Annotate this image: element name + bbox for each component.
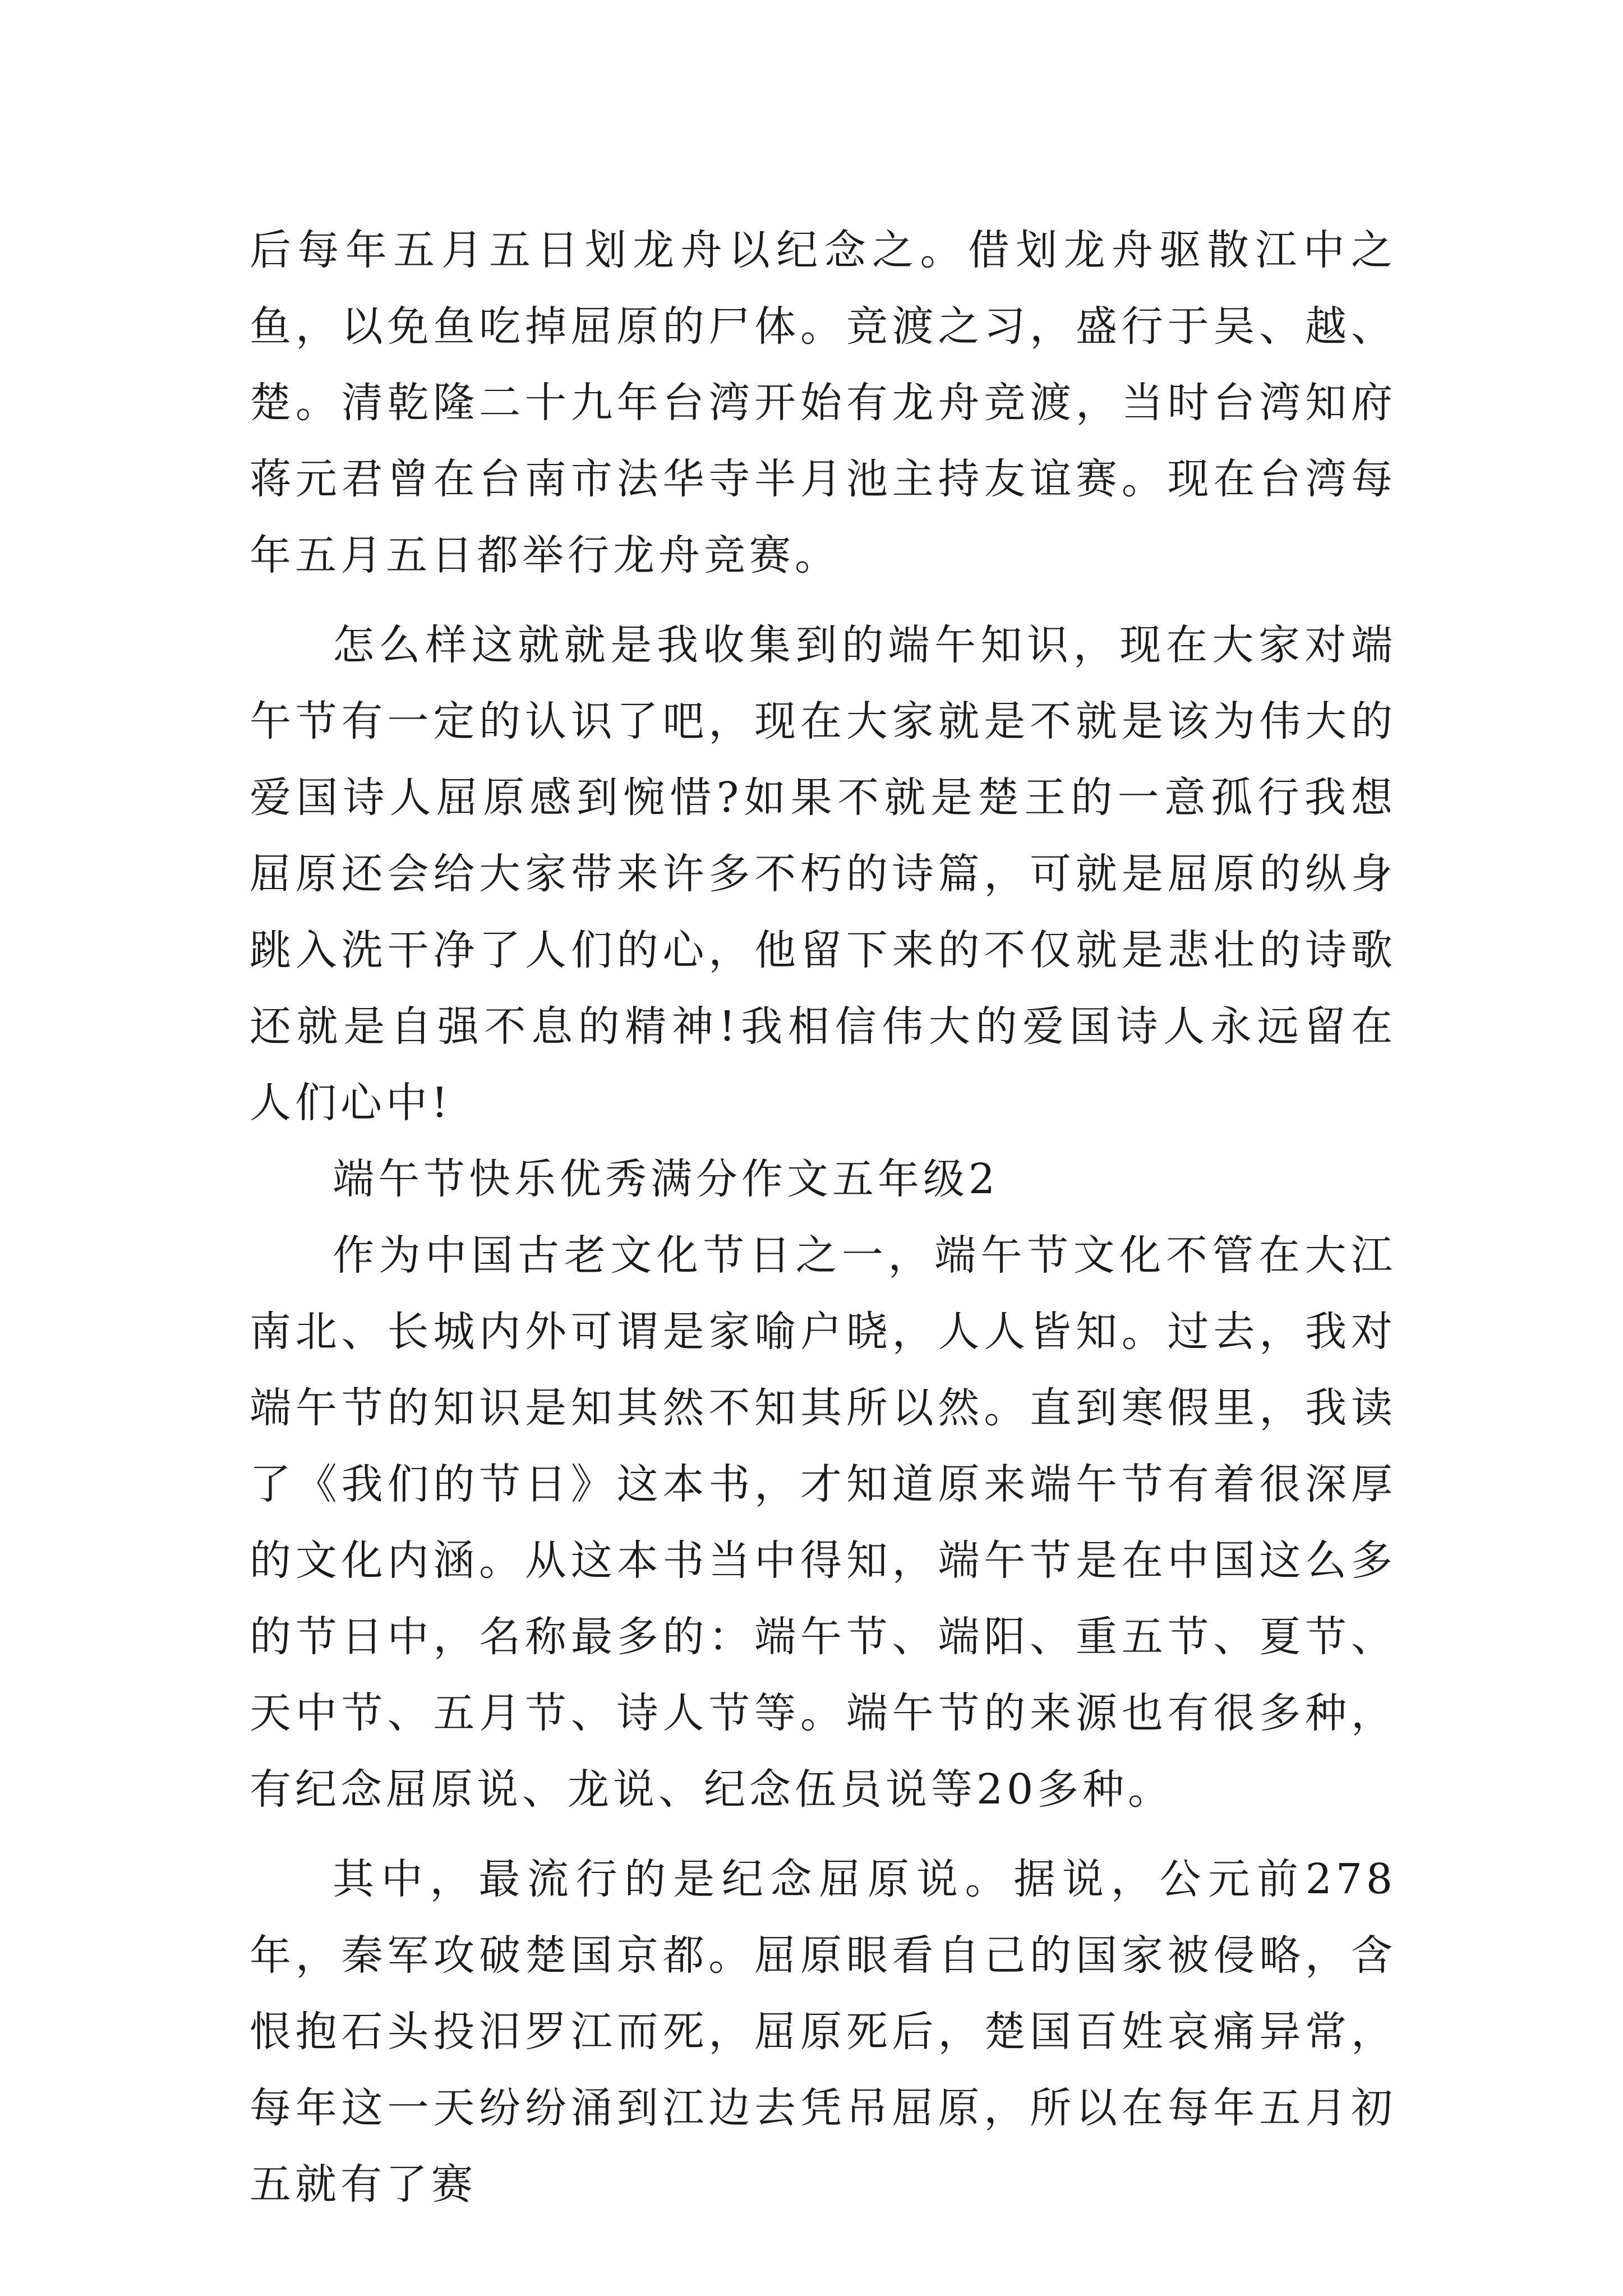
paragraph-summary: 怎么样这就就是我收集到的端午知识，现在大家对端午节有一定的认识了吧，现在大家就是不就是该为伟大的爱国诗人屈原感到惋惜?如果不就是楚王的一意孤行我想屈原还会给大家带来许多不朽的诗篇，可就是屈原的纵身跳入洗干净了人们的心，他留下来的不仅就是悲壮的诗歌还就是自强不息的精神!我相信伟大的爱国诗人永远留在人们心中! xyxy=(250,621,1396,1127)
paragraph-intro: 作为中国古老文化节日之一，端午节文化不管在大江南北、长城内外可谓是家喻户晓，人人皆知。过去，我对端午节的知识是知其然不知其所以然。直到寒假里，我读了《我们的节日》这本书，才知道原来端午节有着很深厚的文化内涵。从这本书当中得知，端午节是在中国这么多的节日中，名称最多的：端午节、端阳、重五节、夏节、天中节、五月节、诗人节等。端午节的来源也有很多种，有纪念屈原说、龙说、纪念伍员说等20多种。 xyxy=(250,1231,1396,1814)
paragraph-continuation: 后每年五月五日划龙舟以纪念之。借划龙舟驱散江中之鱼，以免鱼吃掉屈原的尸体。竞渡之习，盛行于吴、越、楚。清乾隆二十九年台湾开始有龙舟竞渡，当时台湾知府蒋元君曾在台南市法华寺半月池主持友谊赛。现在台湾每年五月五日都举行龙舟竞赛。 xyxy=(250,226,1396,579)
document-body xyxy=(250,212,1396,2223)
paragraph-origin: 其中，最流行的是纪念屈原说。据说，公元前278年，秦军攻破楚国京都。屈原眼看自己的国家被侵略，含恨抱石头投汨罗江而死，屈原死后，楚国百姓哀痛异常，每年这一天纷纷涌到江边去凭吊屈原，所以在每年五月初五就有了赛 xyxy=(250,1855,1396,2208)
section-title: 端午节快乐优秀满分作文五年级2 xyxy=(333,1155,999,1203)
